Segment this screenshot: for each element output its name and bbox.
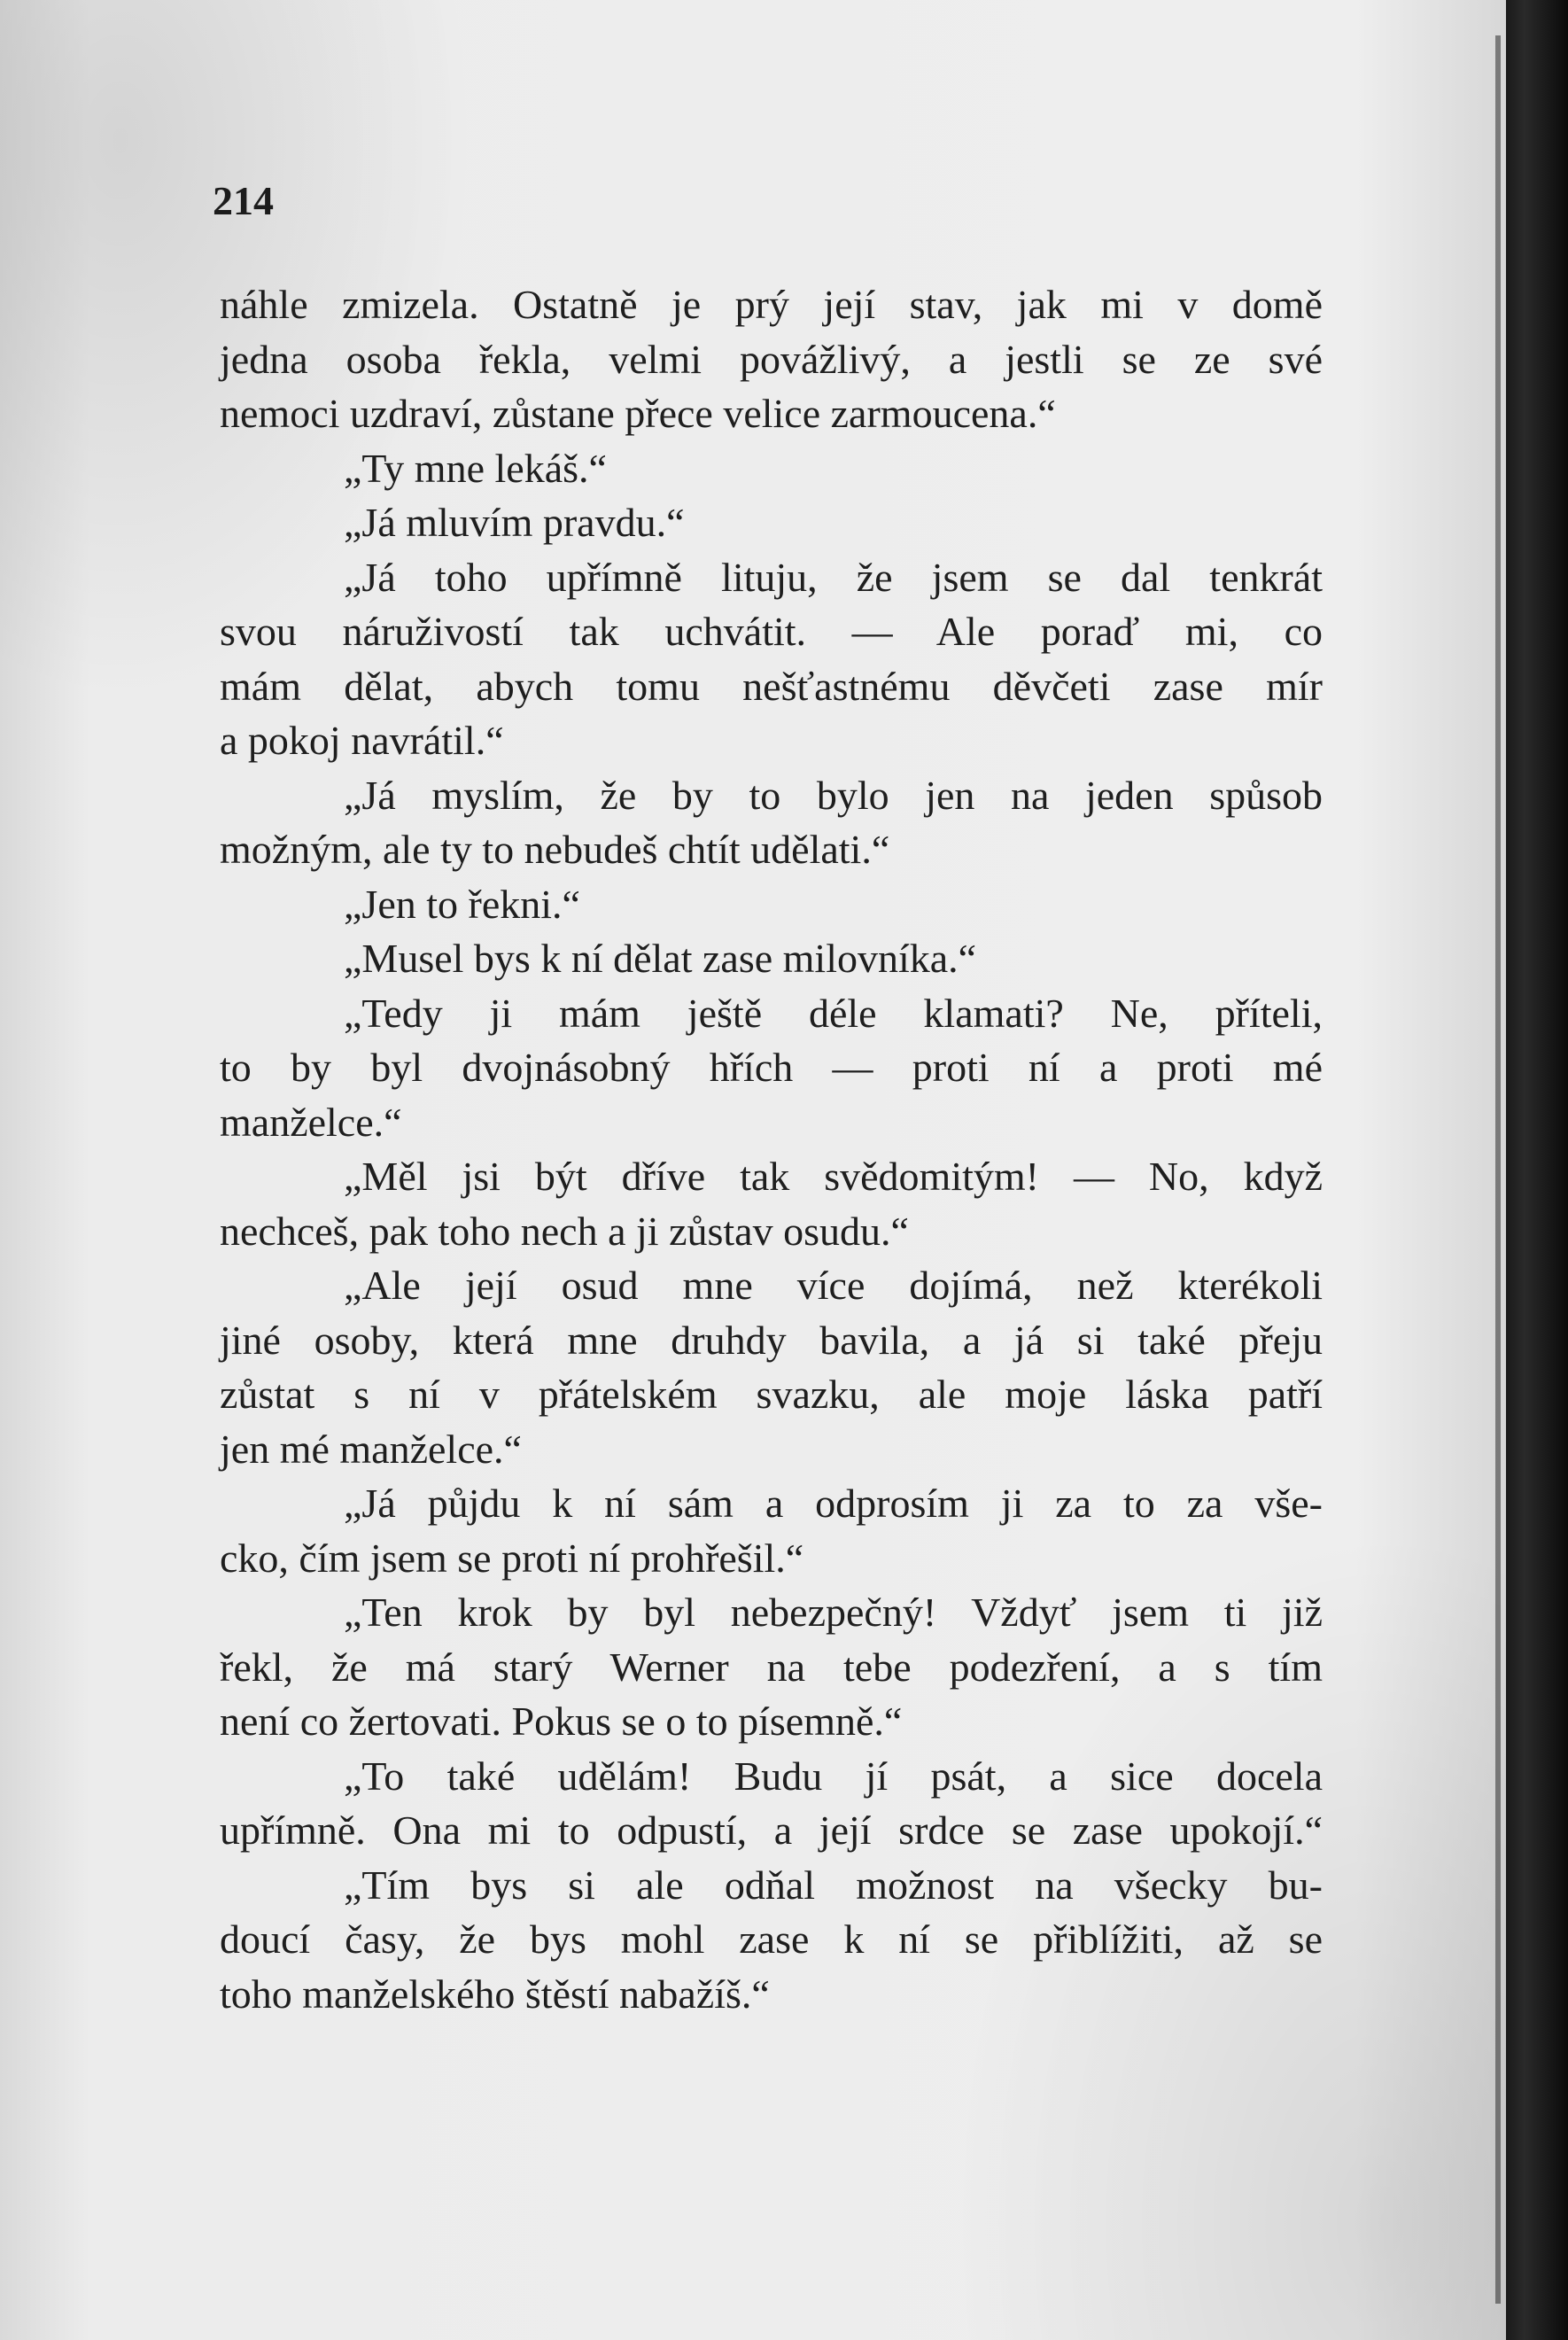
text-line: „Musel bys k ní dělat zase milovníka.“ xyxy=(344,936,977,981)
text-line: doucí časy, že bys mohl zase k ní se přiblížiti, až se xyxy=(220,1916,1323,1962)
text-line: „Já půjdu k ní sám a odprosím ji za to za vše- xyxy=(344,1481,1323,1526)
text-line: „Ten krok by byl nebezpečný! Vždyť jsem ti již xyxy=(344,1590,1323,1635)
text-line: jen mé manželce.“ xyxy=(220,1426,522,1472)
body-text xyxy=(220,277,1323,2021)
text-line: jiné osoby, která mne druhdy bavila, a já si také přeju xyxy=(220,1317,1323,1363)
text-line: „Tím bys si ale odňal možnost na všecky bu- xyxy=(344,1862,1323,1908)
text-line: a pokoj navrátil.“ xyxy=(220,718,504,763)
text-line: není co žertovati. Pokus se o to písemně.“ xyxy=(220,1699,903,1744)
page-gutter-shadow xyxy=(1495,35,1501,2304)
book-spine-edge xyxy=(1506,0,1568,2340)
text-line: manželce.“ xyxy=(220,1099,402,1145)
text-line: cko, čím jsem se proti ní prohřešil.“ xyxy=(220,1535,804,1581)
text-line: jedna osoba řekla, velmi povážlivý, a jestli se ze své xyxy=(220,336,1323,382)
text-line: náhle zmizela. Ostatně je prý její stav, jak mi v domě xyxy=(220,282,1323,327)
text-line: svou náruživostí tak uchvátit. — Ale poraď mi, co xyxy=(220,609,1323,654)
text-line: „Ale její osud mne více dojímá, než kterékoli xyxy=(344,1263,1323,1308)
text-line: nemoci uzdraví, zůstane přece velice zarmoucena.“ xyxy=(220,391,1056,436)
text-line: „To také udělám! Budu jí psát, a sice docela xyxy=(344,1753,1323,1799)
text-line: „Tedy ji mám ještě déle klamati? Ne, příteli, xyxy=(344,990,1323,1036)
text-line: to by byl dvojnásobný hřích — proti ní a proti mé xyxy=(220,1045,1323,1090)
text-line: mám dělat, abych tomu nešťastnému děvčeti zase mír xyxy=(220,663,1323,709)
text-line: „Měl jsi být dříve tak svědomitým! — No, když xyxy=(344,1154,1323,1199)
page-number: 214 xyxy=(213,178,274,223)
text-line: toho manželského štěstí nabažíš.“ xyxy=(220,1971,770,2017)
text-line: „Já toho upřímně lituju, že jsem se dal tenkrát xyxy=(344,554,1323,600)
text-line: možným, ale ty to nebudeš chtít udělati.“ xyxy=(220,827,890,872)
text-line: nechceš, pak toho nech a ji zůstav osudu.“ xyxy=(220,1208,909,1254)
text-line: zůstat s ní v přátelském svazku, ale moje láska patří xyxy=(220,1372,1323,1417)
text-line: řekl, že má starý Werner na tebe podezření, a s tím xyxy=(220,1644,1323,1690)
text-line: „Jen to řekni.“ xyxy=(344,881,580,927)
text-line: upřímně. Ona mi to odpustí, a její srdce se zase upokojí.“ xyxy=(220,1807,1323,1853)
text-line: „Ty mne lekáš.“ xyxy=(344,445,607,491)
text-line: „Já myslím, že by to bylo jen na jeden spůsob xyxy=(344,772,1323,818)
text-line: „Já mluvím pravdu.“ xyxy=(344,500,685,545)
